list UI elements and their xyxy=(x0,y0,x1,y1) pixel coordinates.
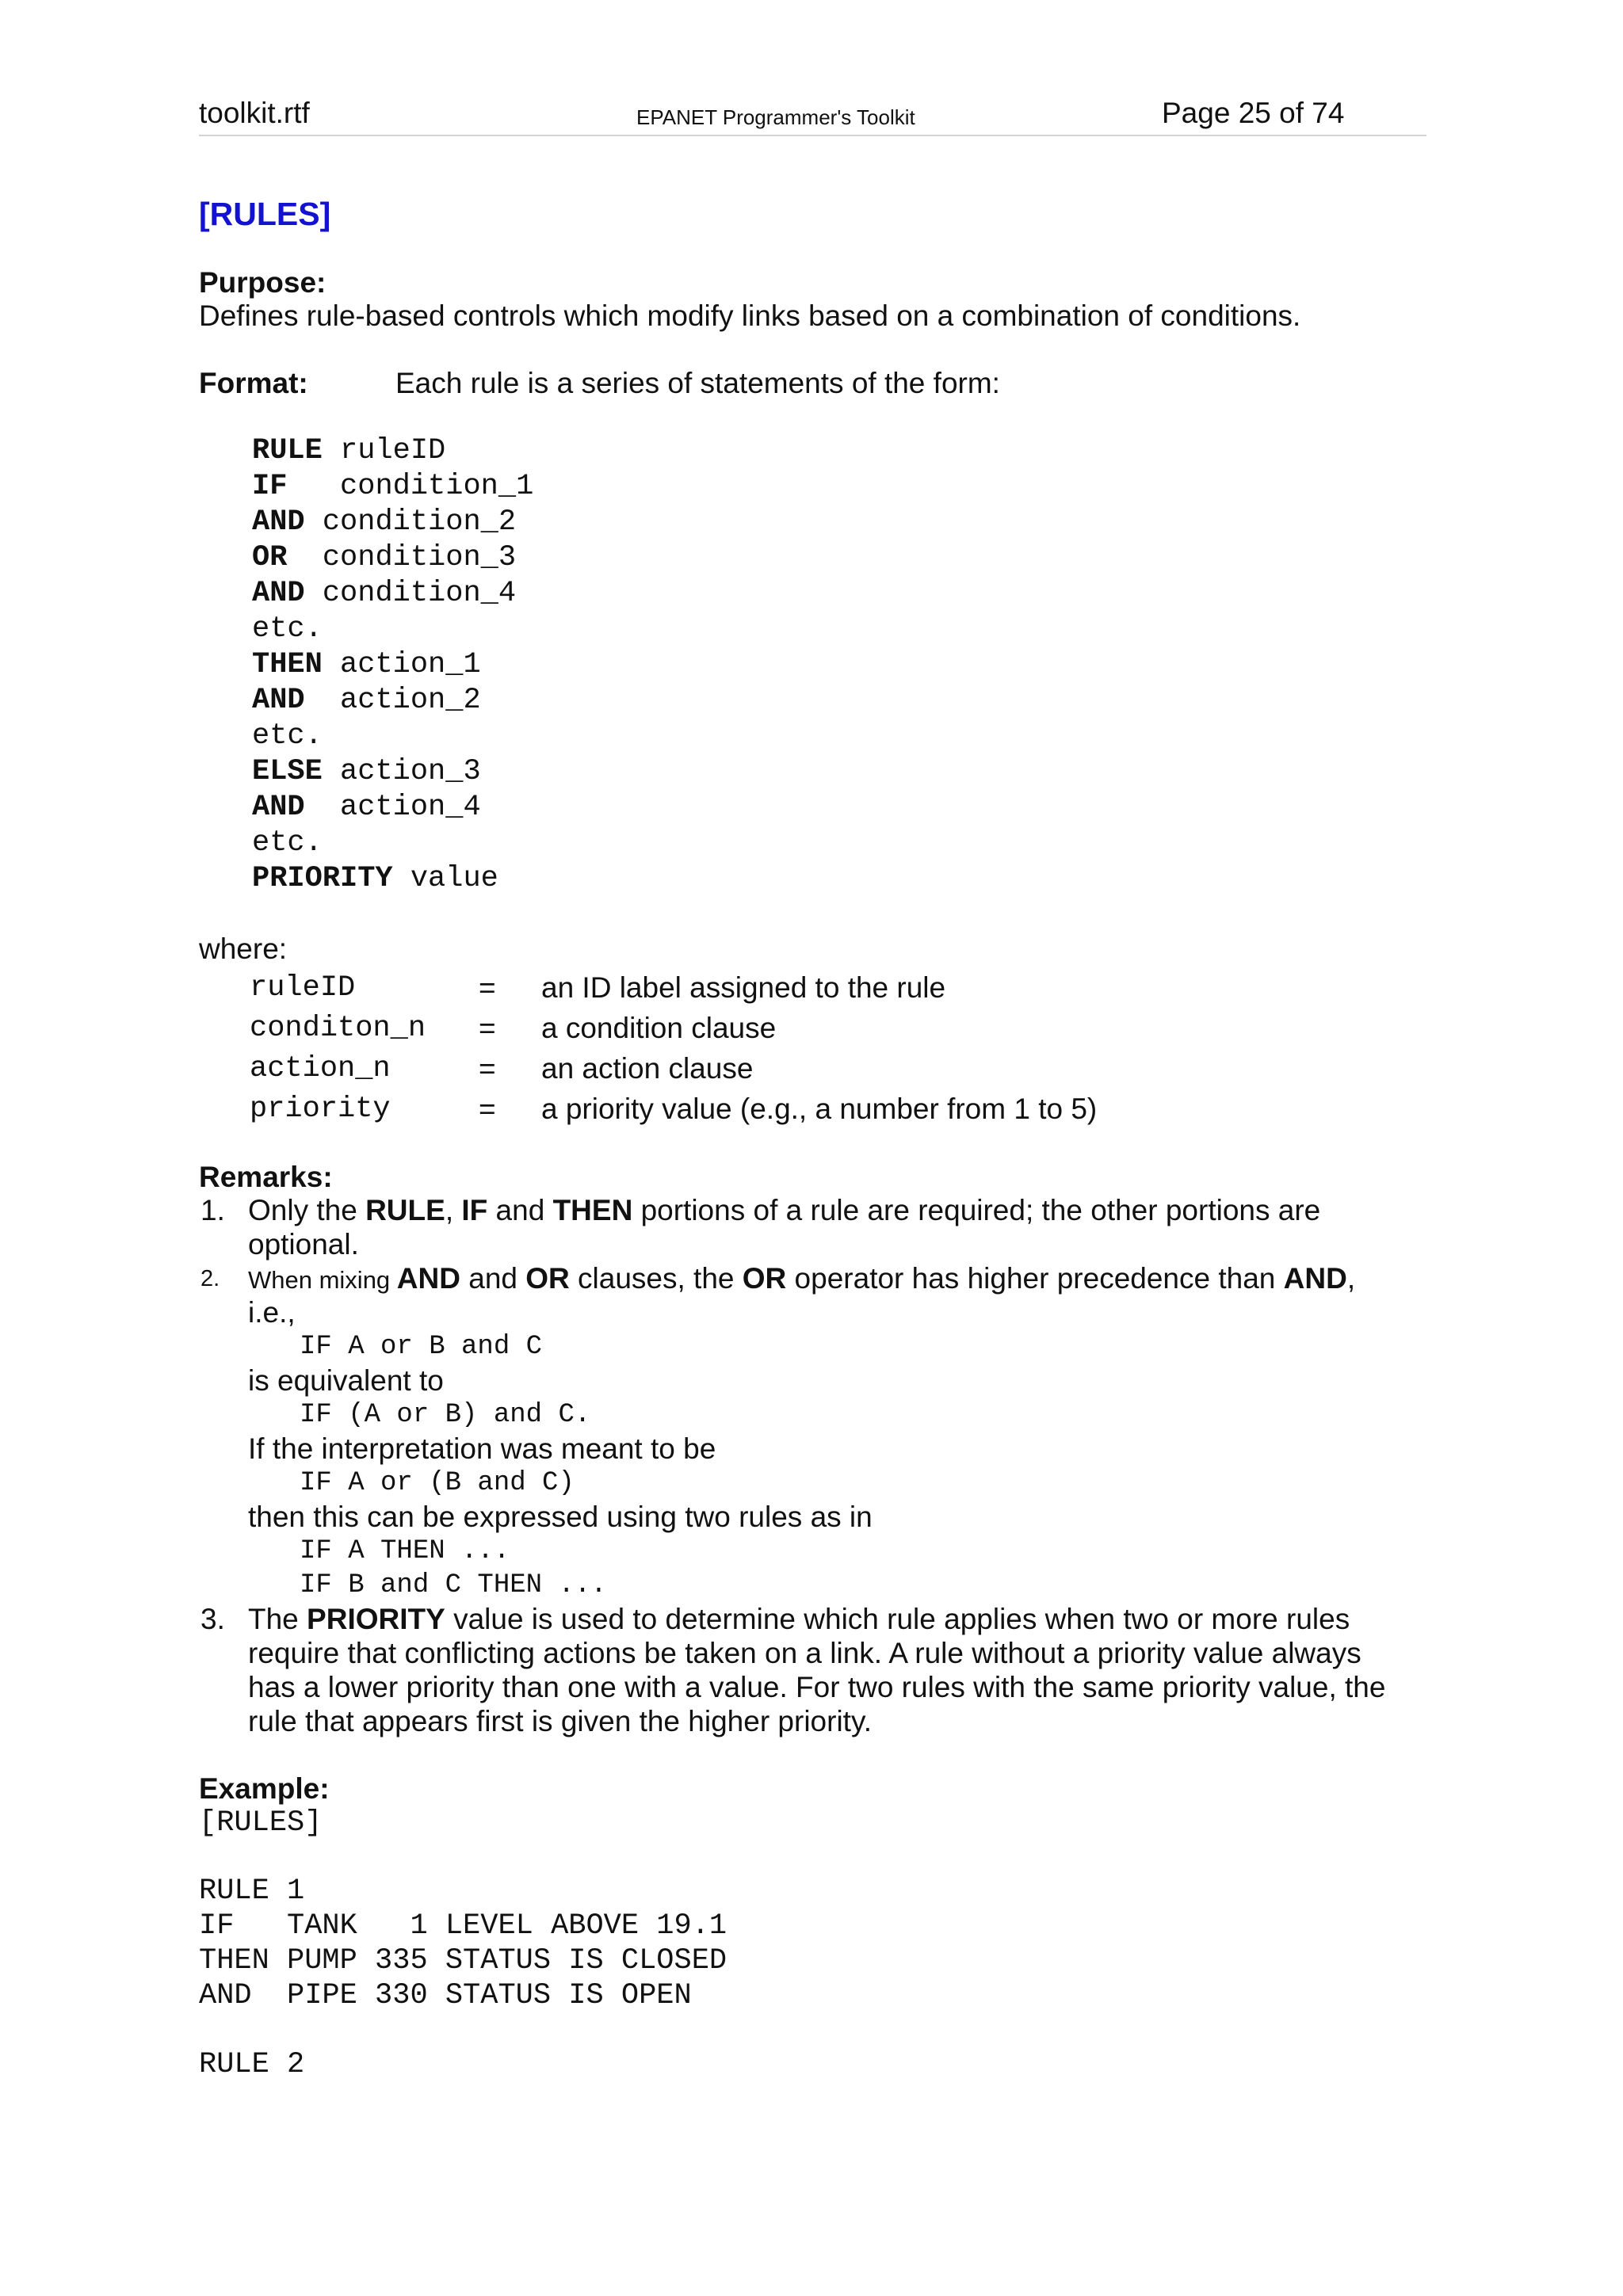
code-snippet: IF A or B and C xyxy=(300,1332,543,1362)
example-line: RULE 1 xyxy=(199,1875,305,1908)
remark-text: require that conflicting actions be taken on a link. A rule without a priority value always xyxy=(248,1637,1361,1669)
code-keyword: IF xyxy=(252,470,288,503)
code-snippet: IF A or (B and C) xyxy=(300,1468,575,1498)
code-rest: etc. xyxy=(252,612,323,646)
example-label: Example: xyxy=(199,1772,330,1805)
code-line xyxy=(252,719,323,753)
code-rest: ruleID xyxy=(322,434,446,467)
header-page-number: Page 25 of 74 xyxy=(1162,97,1345,129)
header-doc-title: EPANET Programmer's Toolkit xyxy=(636,105,915,129)
text-span: value is used to determine which rule applies when two or more rules xyxy=(445,1603,1350,1635)
code-keyword: THEN xyxy=(252,648,323,681)
remark-text: optional. xyxy=(248,1228,359,1261)
text-span: clauses, the xyxy=(569,1262,743,1295)
where-term: action_n xyxy=(250,1052,391,1085)
purpose-label: Purpose: xyxy=(199,266,327,299)
header-filename: toolkit.rtf xyxy=(199,97,310,129)
where-equals: = xyxy=(479,1093,496,1125)
remark-number: 1. xyxy=(200,1194,225,1226)
code-snippet: IF B and C THEN ... xyxy=(300,1570,607,1600)
bold-keyword: THEN xyxy=(552,1194,633,1226)
remark-text xyxy=(248,1603,1437,1636)
page-header xyxy=(199,93,1426,136)
code-rest: action_2 xyxy=(304,684,481,717)
text-span: and xyxy=(460,1262,526,1295)
code-keyword: AND xyxy=(252,684,305,717)
remark-number: 3. xyxy=(200,1603,225,1635)
code-line xyxy=(252,862,498,895)
code-rest: etc. xyxy=(252,719,323,753)
bold-keyword: OR xyxy=(525,1262,570,1295)
code-line xyxy=(252,648,481,681)
bold-keyword: OR xyxy=(742,1262,787,1295)
code-keyword: OR xyxy=(252,541,288,574)
format-text: Each rule is a series of statements of the form: xyxy=(395,367,1000,399)
code-rest: action_3 xyxy=(322,755,481,788)
where-equals: = xyxy=(479,1052,496,1085)
text-span: Only the xyxy=(248,1194,366,1226)
remark-text: rule that appears first is given the higher priority. xyxy=(248,1705,872,1737)
where-equals: = xyxy=(479,1012,496,1044)
code-keyword: RULE xyxy=(252,434,323,467)
code-keyword: AND xyxy=(252,505,305,539)
code-rest: condition_1 xyxy=(287,470,534,503)
text-span: portions of a rule are required; the other portions are xyxy=(632,1194,1321,1226)
where-definition: an action clause xyxy=(541,1052,754,1085)
remark-text: If the interpretation was meant to be xyxy=(248,1432,716,1465)
bold-keyword: AND xyxy=(396,1262,460,1295)
remark-number: 2. xyxy=(200,1266,220,1291)
format-label: Format: xyxy=(199,367,308,399)
code-line xyxy=(252,755,481,788)
where-definition: a priority value (e.g., a number from 1 to 5) xyxy=(541,1093,1098,1125)
example-line: THEN PUMP 335 STATUS IS CLOSED xyxy=(199,1944,727,1978)
text-span: The xyxy=(248,1603,307,1635)
remark-text: has a lower priority than one with a value. For two rules with the same priority value, the xyxy=(248,1671,1386,1703)
code-line xyxy=(252,826,323,860)
where-term: priority xyxy=(250,1093,391,1126)
code-line xyxy=(252,577,516,610)
text-span: When mixing xyxy=(248,1266,397,1294)
remark-text: i.e., xyxy=(248,1296,296,1329)
code-line xyxy=(252,470,533,503)
code-line xyxy=(252,684,481,717)
code-keyword: PRIORITY xyxy=(252,862,393,895)
code-line xyxy=(252,791,481,824)
text-span: , xyxy=(1346,1262,1356,1295)
code-keyword: ELSE xyxy=(252,755,323,788)
code-rest: condition_3 xyxy=(287,541,517,574)
bold-keyword: IF xyxy=(461,1194,488,1226)
example-line: IF TANK 1 LEVEL ABOVE 19.1 xyxy=(199,1909,727,1943)
example-line: AND PIPE 330 STATUS IS OPEN xyxy=(199,1979,692,2012)
code-rest: value xyxy=(392,862,498,895)
where-term: ruleID xyxy=(250,971,356,1005)
where-definition: a condition clause xyxy=(541,1012,777,1044)
code-line xyxy=(252,434,445,467)
code-rest: condition_2 xyxy=(304,505,517,539)
code-keyword: AND xyxy=(252,577,305,610)
purpose-text: Defines rule-based controls which modify links based on a combination of conditions. xyxy=(199,299,1301,332)
code-line xyxy=(252,505,516,539)
remark-text xyxy=(248,1194,1437,1227)
code-snippet: IF (A or B) and C. xyxy=(300,1400,591,1430)
remark-text: then this can be expressed using two rules as in xyxy=(248,1501,873,1533)
where-definition: an ID label assigned to the rule xyxy=(541,971,946,1004)
code-line xyxy=(252,612,323,646)
remarks-label: Remarks: xyxy=(199,1161,333,1193)
code-rest: action_1 xyxy=(322,648,481,681)
code-keyword: AND xyxy=(252,791,305,824)
text-span: operator has higher precedence than xyxy=(786,1262,1284,1295)
code-rest: etc. xyxy=(252,826,323,860)
text-span: and xyxy=(487,1194,553,1226)
code-line xyxy=(252,541,516,574)
example-line: RULE 2 xyxy=(199,2048,305,2081)
bold-keyword: RULE xyxy=(365,1194,445,1226)
code-snippet: IF A THEN ... xyxy=(300,1536,510,1566)
bold-keyword: AND xyxy=(1283,1262,1347,1295)
code-rest: action_4 xyxy=(304,791,481,824)
bold-keyword: PRIORITY xyxy=(307,1603,445,1635)
where-equals: = xyxy=(479,971,496,1004)
section-title: [RULES] xyxy=(199,196,331,232)
code-rest: condition_4 xyxy=(304,577,517,610)
remark-text xyxy=(248,1262,1437,1297)
where-label: where: xyxy=(199,933,288,965)
text-span: , xyxy=(445,1194,462,1226)
where-term: conditon_n xyxy=(250,1012,426,1045)
remark-text: is equivalent to xyxy=(248,1364,444,1397)
example-line: [RULES] xyxy=(199,1806,323,1840)
